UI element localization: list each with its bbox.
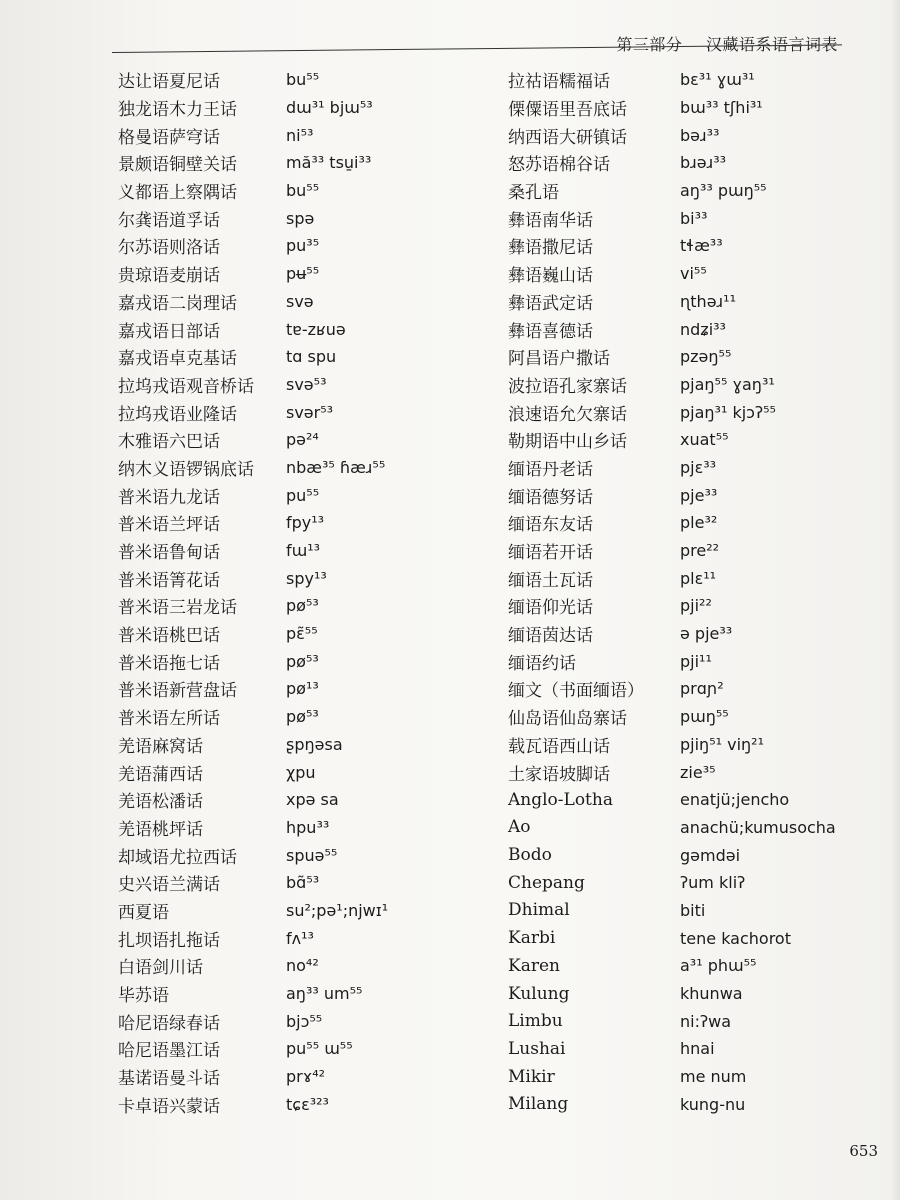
language-name: 缅语约话 [508,653,576,674]
language-name: 普米语新营盘话 [118,681,237,702]
entry-row [508,315,836,343]
language-name: Kulung [508,983,570,1004]
entry-row [118,371,388,399]
left-column [118,66,388,1118]
word-form: xuat⁵⁵ [680,430,729,450]
language-name: 嘉戎语日部话 [118,321,220,342]
language-name: 羌语蒲西话 [118,764,203,785]
language-name: 羌语松潘话 [118,792,203,813]
language-name: 哈尼语墨江话 [118,1041,220,1062]
language-name: 嘉戎语卓克基话 [118,349,237,370]
language-name: 阿昌语户撒话 [508,349,610,370]
language-name: 白语剑川话 [118,958,203,979]
word-form: pø¹³ [286,679,319,699]
entry-row [118,149,388,177]
entry-row [508,814,836,842]
word-form: dɯ³¹ bjɯ⁵³ [286,98,373,118]
word-form: bɯ³³ tʃhi³¹ [680,98,763,118]
entry-row [118,564,388,592]
word-form: bɹəɹ³³ [680,153,727,173]
entry-row [118,398,388,426]
word-form: no⁴² [286,956,319,976]
word-form: pu⁵⁵ [286,485,320,505]
language-name: 普米语九龙话 [118,487,220,508]
word-form: tɑ spu [286,347,337,367]
entry-row [508,758,836,786]
entry-row [508,121,836,149]
language-name: Mikir [508,1066,555,1087]
language-name: 普米语左所话 [118,709,220,730]
entry-row [508,841,836,869]
page-number: 653 [849,1142,878,1160]
entry-row [118,509,388,537]
language-name: 贵琼语麦崩话 [118,266,220,287]
language-name: 普米语三岩龙话 [118,598,237,619]
entry-row [508,177,836,205]
entry-row [118,260,388,288]
word-form: pjɛ³³ [680,457,717,477]
entry-row [508,731,836,759]
language-name: 傈僳语里吾底话 [508,100,627,121]
part-label: 第三部分 [616,35,683,54]
language-name: 普米语鲁甸话 [118,543,220,564]
word-form: nbæ³⁵ ɦæɹ⁵⁵ [286,457,386,477]
entry-row [508,371,836,399]
entry-row [118,1090,388,1118]
word-form: pu³⁵ [286,236,320,256]
word-form: ndʑi³³ [680,319,726,339]
word-form: khunwa [680,984,743,1004]
language-name: 嘉戎语二岗理话 [118,293,237,314]
entry-row [508,288,836,316]
entry-row [508,398,836,426]
word-form: bu⁵⁵ [286,181,320,201]
language-name: 扎坝语扎拖话 [118,930,220,951]
entry-row [118,731,388,759]
entry-row [508,204,836,232]
language-name: 独龙语木力王话 [118,100,237,121]
word-form: bɑ̃⁵³ [286,873,320,893]
entry-row [508,1007,836,1035]
word-form: a³¹ phɯ⁵⁵ [680,956,757,976]
entry-row [118,869,388,897]
language-name: 彝语撒尼话 [508,238,593,259]
word-form: pø⁵³ [286,596,319,616]
entry-row [118,952,388,980]
word-form: ni⁵³ [286,125,314,145]
language-name: Karen [508,955,560,976]
word-form: χpu [286,762,316,782]
entry-row [118,841,388,869]
word-form: bəɹ³³ [680,125,720,145]
word-form: pzəŋ⁵⁵ [680,347,732,367]
word-form: svər⁵³ [286,402,334,422]
entry-row [118,786,388,814]
language-name: 羌语桃坪话 [118,819,203,840]
language-name: 载瓦语西山话 [508,736,610,757]
word-form: pji¹¹ [680,651,712,671]
language-name: 纳木义语锣锅底话 [118,459,254,480]
entry-row [118,288,388,316]
language-name: 缅语茵达话 [508,626,593,647]
entry-row [508,66,836,94]
running-head [616,32,838,55]
word-form: ʂpŋəsa [286,734,343,754]
entry-row [508,1035,836,1063]
language-name: 羌语麻窝话 [118,736,203,757]
language-name: 彝语喜德话 [508,321,593,342]
entry-row [118,94,388,122]
language-name: 彝语巍山话 [508,266,593,287]
word-form: zie³⁵ [680,762,716,782]
entry-row [508,675,836,703]
language-name: 彝语南华话 [508,210,593,231]
word-form: fɯ¹³ [286,541,321,561]
entry-row [508,647,836,675]
word-form: svə [286,291,314,311]
word-form: vi⁵⁵ [680,264,707,284]
word-form: bi³³ [680,208,708,228]
word-form: ɳthəɹ¹¹ [680,291,736,311]
word-form: fpy¹³ [286,513,325,533]
entry-row [508,952,836,980]
language-name: 史兴语兰满话 [118,875,220,896]
word-form: tɬæ³³ [680,236,723,256]
language-name: 普米语兰坪话 [118,515,220,536]
language-name: 纳西语大研镇话 [508,127,627,148]
word-form: spuə⁵⁵ [286,845,338,865]
entry-row [508,897,836,925]
word-form: enatjü;jencho [680,790,790,810]
entry-row [118,121,388,149]
entry-row [118,924,388,952]
word-form: me num [680,1067,747,1087]
entry-row [508,564,836,592]
word-form: pɯŋ⁵⁵ [680,707,729,727]
word-form: ni:ʔwa [680,1011,732,1031]
entry-row [508,454,836,482]
language-name: 土家语坡脚话 [508,764,610,785]
entry-row [118,1063,388,1091]
language-name: 缅语土瓦话 [508,570,593,591]
word-form: hpu³³ [286,817,330,837]
entry-row [118,343,388,371]
word-form: tene kachorot [680,928,791,948]
page-edge-shadow [890,0,900,1200]
entry-row [508,1063,836,1091]
language-name: 缅语东友话 [508,515,593,536]
language-name: 怒苏语棉谷话 [508,155,610,176]
language-name: 波拉语孔家寨话 [508,376,627,397]
word-form: pə²⁴ [286,430,319,450]
entry-row [118,537,388,565]
language-name: Karbi [508,928,556,949]
entry-row [508,343,836,371]
entry-row [118,204,388,232]
language-name: Milang [508,1094,569,1115]
entry-row [508,786,836,814]
word-form: spə [286,208,315,228]
word-form: plɛ¹¹ [680,568,717,588]
language-name: 缅语丹老话 [508,459,593,480]
word-form: pø⁵³ [286,651,319,671]
word-form: pjaŋ⁵⁵ ɣaŋ³¹ [680,374,775,394]
entry-row [118,177,388,205]
word-form: bu⁵⁵ [286,70,320,90]
language-name: 毕苏语 [118,986,169,1007]
entry-row [118,426,388,454]
word-form: ə pje³³ [680,624,733,644]
entry-row [508,703,836,731]
language-name: 浪速语允欠寨话 [508,404,627,425]
language-name: 缅语若开话 [508,543,593,564]
word-form: mă³³ tsu̱i³³ [286,153,372,173]
language-name: 尔龚语道孚话 [118,210,220,231]
word-form: prɑɲ² [680,679,724,699]
language-name: 木雅语六巴话 [118,432,220,453]
language-name: 基诺语曼斗话 [118,1069,220,1090]
language-name: 普米语箐花话 [118,570,220,591]
word-form: ʔum kliʔ [680,873,746,893]
word-form: ple³² [680,513,718,533]
word-form: pɛ̃⁵⁵ [286,624,318,644]
word-form: tɕɛ³²³ [286,1094,329,1114]
entry-row [118,454,388,482]
entry-row [508,94,836,122]
word-form: kung-nu [680,1094,746,1114]
language-name: 西夏语 [118,902,169,923]
entry-row [508,869,836,897]
word-form: fʌ¹³ [286,928,314,948]
language-name: Limbu [508,1011,563,1032]
language-name: 缅文（书面缅语） [508,681,644,702]
language-name: 格曼语萨穹话 [118,127,220,148]
word-form: bɛ³¹ ɣɯ³¹ [680,70,755,90]
language-name: 尔苏语则洛话 [118,238,220,259]
right-column [508,66,836,1118]
language-name: 却域语尤拉西话 [118,847,237,868]
entry-row [118,592,388,620]
entry-row [118,647,388,675]
word-form: pu⁵⁵ ɯ⁵⁵ [286,1039,353,1059]
language-name: 拉坞戎语业隆话 [118,404,237,425]
word-form: xpə sa [286,790,339,810]
word-form: biti [680,900,706,920]
word-form: aŋ³³ pɯŋ⁵⁵ [680,181,767,201]
word-form: anachü;kumusocha [680,817,836,837]
language-name: 卡卓语兴蒙话 [118,1096,220,1117]
language-name: 达让语夏尼话 [118,72,220,93]
language-name: 拉祜语糯福话 [508,72,610,93]
word-form: tɐ-zʁuə [286,319,346,339]
language-name: 哈尼语绿春话 [118,1013,220,1034]
entry-row [508,509,836,537]
word-form: svə⁵³ [286,374,327,394]
language-name: 缅语仰光话 [508,598,593,619]
word-form: bjɔ⁵⁵ [286,1011,323,1031]
entry-row [508,537,836,565]
language-name: 普米语桃巴话 [118,626,220,647]
word-form: hnai [680,1039,715,1059]
language-name: Bodo [508,845,552,866]
entry-row [118,814,388,842]
section-title: 汉藏语系语言词表 [705,35,838,54]
entry-row [508,426,836,454]
entry-row [508,1090,836,1118]
entry-row [118,1035,388,1063]
word-form: pjaŋ³¹ kjɔʔ⁵⁵ [680,402,776,422]
entry-row [118,1007,388,1035]
entry-row [118,897,388,925]
entry-row [508,620,836,648]
entry-row [508,481,836,509]
entry-row [118,232,388,260]
entry-row [508,232,836,260]
entry-row [508,149,836,177]
language-name: Dhimal [508,900,570,921]
language-name: 彝语武定话 [508,293,593,314]
word-form: aŋ³³ um⁵⁵ [286,984,363,1004]
word-form: su²;pə¹;njwɪ¹ [286,900,389,920]
word-form: pjiŋ⁵¹ viŋ²¹ [680,734,764,754]
entry-row [118,758,388,786]
entry-row [118,66,388,94]
entry-row [508,592,836,620]
entry-row [508,980,836,1008]
entry-row [118,675,388,703]
entry-row [118,620,388,648]
word-form: pje³³ [680,485,718,505]
language-name: 景颇语铜壁关话 [118,155,237,176]
language-name: 仙岛语仙岛寨话 [508,709,627,730]
language-name: 义都语上察隅话 [118,183,237,204]
entry-row [508,260,836,288]
word-form: spy¹³ [286,568,327,588]
word-form: gəmdəi [680,845,741,865]
word-form: pø⁵³ [286,707,319,727]
language-name: Lushai [508,1038,566,1059]
language-name: 缅语德努话 [508,487,593,508]
word-form: pre²² [680,541,720,561]
entry-row [118,980,388,1008]
language-name: Chepang [508,872,585,893]
entry-row [508,924,836,952]
language-name: 桑孔语 [508,183,559,204]
entry-row [118,703,388,731]
language-name: 普米语拖七话 [118,653,220,674]
language-name: 拉坞戎语观音桥话 [118,376,254,397]
language-name: 勒期语中山乡话 [508,432,627,453]
language-name: Anglo-Lotha [508,789,613,810]
language-name: Ao [508,817,531,838]
entry-row [118,315,388,343]
word-form: prɤ⁴² [286,1067,326,1087]
entry-row [118,481,388,509]
word-form: pʉ⁵⁵ [286,264,320,284]
word-form: pji²² [680,596,712,616]
